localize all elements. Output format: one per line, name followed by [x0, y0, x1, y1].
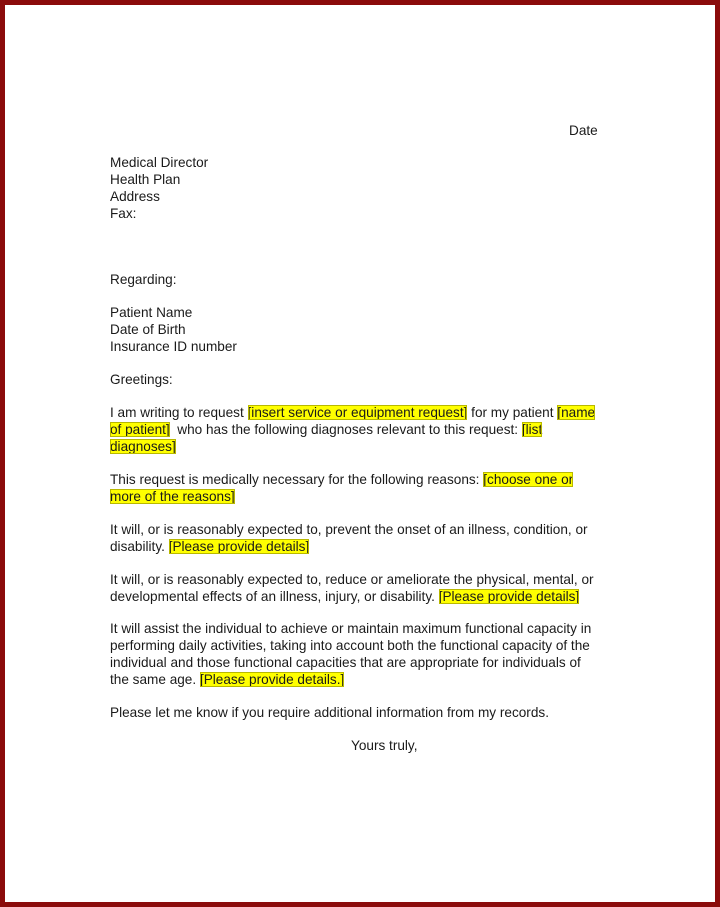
recipient-line-3: Address: [110, 189, 160, 204]
placeholder-patient-name: [name: [557, 405, 596, 420]
text-span: disability.: [110, 539, 169, 554]
recipient-line-1: Medical Director: [110, 155, 209, 170]
paragraph-1-line-1: [110, 405, 595, 422]
placeholder-details-1: [Please provide details]: [168, 539, 310, 554]
paragraph-3-line-2: [110, 539, 309, 556]
paragraph-1-line-3: [110, 439, 176, 456]
text-span: This request is medically necessary for the following reasons:: [110, 472, 484, 487]
greeting-line: Greetings:: [110, 372, 173, 387]
paragraph-5-line-4: [110, 672, 344, 689]
placeholder-reasons: [choose one or: [483, 472, 574, 487]
patient-name-line: Patient Name: [110, 305, 193, 320]
paragraph-4-line-1: It will, or is reasonably expected to, reduce or ameliorate the physical, mental, or: [110, 572, 594, 587]
paragraph-5-line-2: performing daily activities, taking into account both the functional capacity of the: [110, 638, 590, 653]
placeholder-diagnoses-cont: diagnoses]: [110, 439, 176, 454]
regarding-label: Regarding:: [110, 272, 177, 287]
patient-dob-line: Date of Birth: [110, 322, 186, 337]
paragraph-4-line-2: [110, 589, 579, 606]
paragraph-3-line-1: It will, or is reasonably expected to, prevent the onset of an illness, condition, or: [110, 522, 588, 537]
text-span: developmental effects of an illness, injury, or disability.: [110, 589, 439, 604]
paragraph-2-line-2: [110, 489, 235, 506]
paragraph-2-line-1: [110, 472, 573, 489]
paragraph-5-line-3: individual and those functional capacities that are appropriate for individuals of: [110, 655, 581, 670]
text-span: who has the following diagnoses relevant to this request:: [169, 422, 522, 437]
placeholder-details-3: [Please provide details.]: [199, 672, 345, 687]
placeholder-details-2: [Please provide details]: [438, 589, 580, 604]
closing-line: Yours truly,: [351, 738, 418, 753]
paragraph-6-line-1: Please let me know if you require additional information from my records.: [110, 705, 549, 720]
text-span: the same age.: [110, 672, 200, 687]
placeholder-patient-name-cont: of patient]: [110, 422, 170, 437]
text-span: I am writing to request: [110, 405, 248, 420]
text-span: for my patient: [467, 405, 558, 420]
patient-insurance-line: Insurance ID number: [110, 339, 237, 354]
placeholder-service: [insert service or equipment request]: [247, 405, 468, 420]
recipient-line-4: Fax:: [110, 206, 137, 221]
paragraph-1-line-2: [110, 422, 542, 439]
paragraph-5-line-1: It will assist the individual to achieve or maintain maximum functional capacity in: [110, 621, 592, 636]
date-line: Date: [569, 123, 598, 138]
placeholder-reasons-cont: more of the reasons]: [110, 489, 235, 504]
recipient-line-2: Health Plan: [110, 172, 181, 187]
placeholder-diagnoses: [list: [521, 422, 543, 437]
